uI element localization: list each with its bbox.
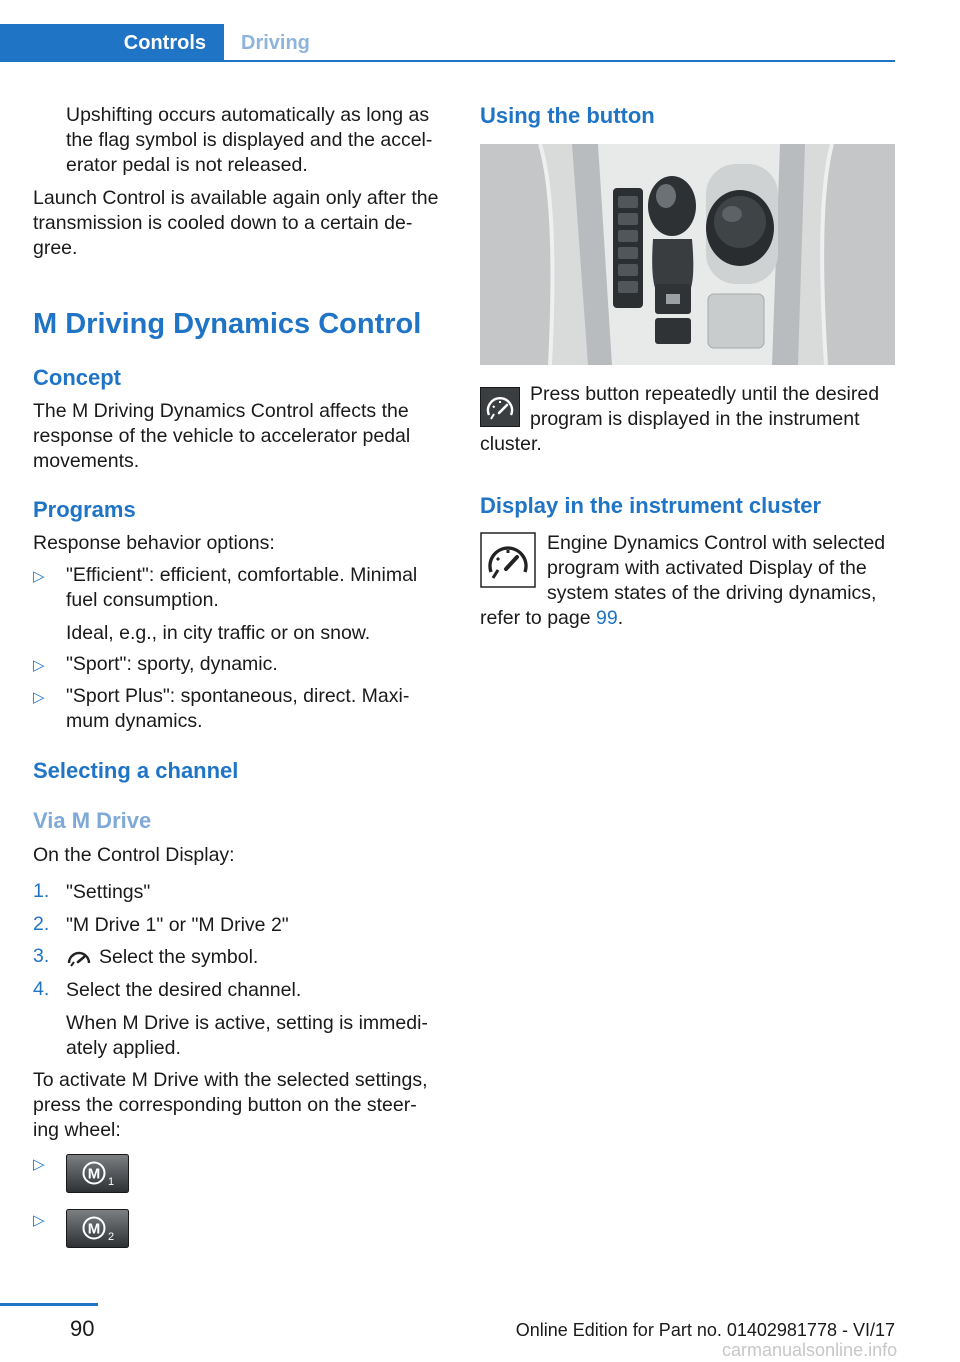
step-number: 1. [33, 880, 50, 902]
step-text: Select the symbol. [99, 946, 259, 968]
gauge-icon [66, 946, 92, 968]
step-text: "M Drive 1" or "M Drive 2" [66, 914, 289, 936]
svg-text:M: M [87, 1165, 101, 1183]
svg-text:M: M [87, 1220, 101, 1238]
selecting-channel-heading: Selecting a channel [33, 758, 239, 783]
bullet-sport: "Sport": sporty, dynamic. [66, 653, 278, 675]
step-number: 4. [33, 978, 50, 1000]
section-title: M Driving Dynamics Control [33, 308, 422, 340]
footer-rule [0, 1303, 98, 1306]
m2-button-icon [66, 1209, 129, 1248]
chapter-header [0, 24, 895, 62]
svg-text:1: 1 [108, 1176, 115, 1188]
page-number: 90 [70, 1316, 95, 1341]
gauge-display-icon [480, 532, 536, 588]
step-4-note: When M Drive is active, setting is immedi‐ ately applied. [66, 1012, 428, 1059]
bullet-marker: ▷ [33, 1212, 45, 1229]
edition-text: Online Edition for Part no. 01402981778 - VI/17 [515, 1320, 895, 1340]
bullet-sport-plus: "Sport Plus": spontaneous, direct. Maxi‐ mum dynamics. [66, 685, 410, 732]
launch-control-paragraph: Launch Control is available again only after the transmission is cooled down to a certain de‐ gree. [33, 187, 439, 259]
display-heading: Display in the instrument cluster [480, 493, 822, 518]
bullet-efficient: "Efficient": efficient, comfortable. Minimal fuel consumption. [66, 564, 418, 611]
bullet-marker: ▷ [33, 568, 45, 585]
refer-line: refer to page 99. [480, 607, 624, 629]
via-m-drive-intro: On the Control Display: [33, 844, 235, 866]
tab-controls[interactable]: Controls [0, 24, 224, 62]
step-text: "Settings" [66, 881, 151, 903]
press-button-paragraph-end: cluster. [480, 433, 542, 455]
via-m-drive-heading: Via M Drive [33, 808, 152, 833]
step-text: Select the desired channel. [66, 979, 302, 1001]
press-button-paragraph: Press button repeatedly until the desired program is displayed in the instrument [530, 383, 880, 430]
bullet-efficient-note: Ideal, e.g., in city traffic or on snow. [66, 622, 371, 644]
step-number: 3. [33, 945, 50, 967]
display-paragraph: Engine Dynamics Control with selected program with activated Display of the system states of the driving dynamics, [547, 532, 886, 604]
intro-paragraph: Upshifting occurs automatically as long as the flag symbol is displayed and the accel‐ erator pedal is not released. [66, 104, 433, 176]
bullet-marker: ▷ [33, 1156, 45, 1173]
using-button-heading: Using the button [480, 103, 655, 128]
programs-intro: Response behavior options: [33, 532, 275, 554]
bullet-marker: ▷ [33, 689, 45, 706]
header-rule [0, 60, 895, 62]
bullet-marker: ▷ [33, 657, 45, 674]
concept-paragraph: The M Driving Dynamics Control affects the response of the vehicle to accelerator pedal movements. [33, 400, 411, 472]
step-number: 2. [33, 913, 50, 935]
programs-heading: Programs [33, 497, 136, 522]
tab-driving[interactable]: Driving [241, 31, 310, 54]
concept-heading: Concept [33, 365, 121, 390]
watermark: carmanualsonline.info [722, 1340, 898, 1360]
svg-text:2: 2 [108, 1231, 115, 1243]
page-link[interactable]: 99 [596, 607, 618, 629]
m1-button-icon [66, 1154, 129, 1193]
activate-paragraph: To activate M Drive with the selected settings, press the corresponding button on the steer‐ ing wheel: [33, 1069, 428, 1141]
driving-dynamics-button-icon [480, 387, 520, 427]
center-console-photo [480, 144, 895, 365]
